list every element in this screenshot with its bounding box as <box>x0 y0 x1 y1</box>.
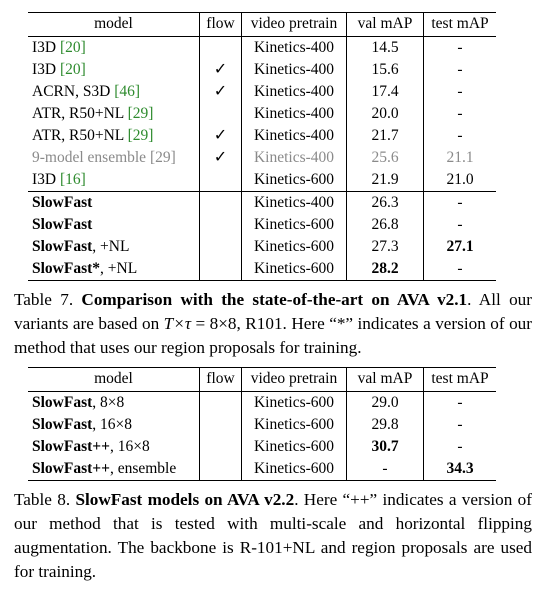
val-map-cell: 21.9 <box>347 169 424 192</box>
model-variant: , 16×8 <box>92 415 133 433</box>
model-cell <box>28 36 200 59</box>
table-row <box>28 391 496 414</box>
model-cell <box>28 81 200 103</box>
model-cell <box>28 214 200 236</box>
val-map-cell-best: 30.7 <box>347 436 424 458</box>
val-map-cell: 21.7 <box>347 125 424 147</box>
model-name: SlowFast <box>32 215 93 233</box>
flow-cell <box>200 36 242 59</box>
citation-link[interactable]: [46] <box>114 82 141 100</box>
model-name: 9-model ensemble <box>32 148 150 166</box>
table-row <box>28 436 496 458</box>
test-map-cell: - <box>457 415 463 433</box>
flow-checkmark-icon: ✓ <box>200 147 242 169</box>
caption-label: Table 7. <box>14 290 82 309</box>
model-name: I3D <box>32 60 60 78</box>
model-name: SlowFast <box>32 237 93 255</box>
flow-cell <box>200 414 242 436</box>
test-map-cell-best: 34.3 <box>424 458 497 481</box>
model-cell <box>28 236 200 258</box>
model-cell <box>28 391 200 414</box>
table-row <box>28 169 496 192</box>
citation-link[interactable]: [16] <box>59 170 86 188</box>
pretrain-cell: Kinetics-600 <box>242 214 347 236</box>
caption-text: . Here “++” indicates a version of our method that is tested with multi-scale and horizontal flipping augmentation. The backbone is R-101+NL and region proposals are used for training. <box>14 490 532 581</box>
table-7-caption <box>14 288 532 360</box>
model-cell <box>28 414 200 436</box>
val-map-cell: 29.8 <box>347 414 424 436</box>
table-row <box>28 36 496 59</box>
val-map-cell-best: 28.2 <box>347 258 424 281</box>
pretrain-cell: Kinetics-600 <box>242 236 347 258</box>
table-row <box>28 81 496 103</box>
model-name: ACRN, S3D <box>32 82 115 100</box>
model-cell <box>28 169 200 192</box>
col-header-video-pretrain: video pretrain <box>242 13 347 37</box>
model-name: SlowFast++ <box>32 459 110 477</box>
test-map-cell: - <box>457 393 463 411</box>
flow-cell <box>200 103 242 125</box>
col-header-model: model <box>28 368 200 392</box>
flow-cell <box>200 436 242 458</box>
val-map-cell: 25.6 <box>347 147 424 169</box>
test-map-cell: - <box>457 82 463 100</box>
caption-title: SlowFast models on AVA v2.2 <box>75 490 295 509</box>
caption-text: . All our variants are based on <box>14 290 532 333</box>
val-map-cell: 26.3 <box>347 191 424 214</box>
model-name: I3D <box>32 38 60 56</box>
table-row <box>28 236 496 258</box>
pretrain-cell: Kinetics-600 <box>242 436 347 458</box>
model-variant: , +NL <box>100 259 138 277</box>
col-header-video-pretrain: video pretrain <box>242 368 347 392</box>
flow-cell <box>200 191 242 214</box>
model-variant: , +NL <box>92 237 130 255</box>
table-7-header-row <box>28 13 496 37</box>
pretrain-cell: Kinetics-600 <box>242 258 347 281</box>
model-cell <box>28 191 200 214</box>
test-map-cell: - <box>457 38 463 56</box>
val-map-cell: - <box>347 458 424 481</box>
table-8-header-row <box>28 368 496 392</box>
test-map-cell: - <box>457 215 463 233</box>
caption-math: T×τ <box>163 314 191 333</box>
col-header-val-map: val mAP <box>347 13 424 37</box>
pretrain-cell: Kinetics-600 <box>242 458 347 481</box>
test-map-cell: 21.0 <box>446 170 474 188</box>
table-row-ensemble <box>28 147 496 169</box>
val-map-cell: 15.6 <box>347 59 424 81</box>
flow-cell <box>200 214 242 236</box>
col-header-test-map: test mAP <box>424 13 497 37</box>
model-name: SlowFast <box>32 393 93 411</box>
val-map-cell: 27.3 <box>347 236 424 258</box>
col-header-flow: flow <box>200 368 242 392</box>
pretrain-cell: Kinetics-400 <box>242 36 347 59</box>
model-cell <box>28 147 200 169</box>
model-variant: , 8×8 <box>92 393 125 411</box>
test-map-cell-best: 27.1 <box>446 237 474 255</box>
model-variant: , 16×8 <box>109 437 150 455</box>
model-name: SlowFast <box>32 415 93 433</box>
model-cell <box>28 258 200 281</box>
caption-label: Table 8. <box>14 490 76 509</box>
model-name: SlowFast++ <box>32 437 110 455</box>
flow-cell <box>200 458 242 481</box>
col-header-flow: flow <box>200 13 242 37</box>
model-cell <box>28 125 200 147</box>
table-row <box>28 103 496 125</box>
pretrain-cell: Kinetics-400 <box>242 125 347 147</box>
citation-link[interactable]: [20] <box>59 60 86 78</box>
model-cell <box>28 458 200 481</box>
table-8 <box>28 367 496 481</box>
table-row <box>28 258 496 281</box>
citation-link[interactable]: [29] <box>149 148 176 166</box>
pretrain-cell: Kinetics-400 <box>242 81 347 103</box>
test-map-cell: - <box>457 126 463 144</box>
val-map-cell: 26.8 <box>347 214 424 236</box>
citation-link[interactable]: [29] <box>127 104 154 122</box>
table-7 <box>28 12 496 281</box>
flow-checkmark-icon: ✓ <box>200 81 242 103</box>
caption-text: = 8×8, R101. Here “*” indicates a version of our method that uses our region proposals for training. <box>14 314 533 357</box>
caption-title: Comparison with the state-of-the-art on AVA v2.1 <box>81 290 468 309</box>
pretrain-cell: Kinetics-400 <box>242 191 347 214</box>
test-map-cell: - <box>424 258 497 281</box>
model-variant: , ensemble <box>109 459 177 477</box>
val-map-cell: 14.5 <box>347 36 424 59</box>
pretrain-cell: Kinetics-400 <box>242 59 347 81</box>
val-map-cell: 17.4 <box>347 81 424 103</box>
test-map-cell: - <box>457 104 463 122</box>
table-8-caption <box>14 488 532 584</box>
model-name: ATR, R50+NL <box>32 126 128 144</box>
table-row <box>28 458 496 481</box>
model-name: SlowFast <box>32 193 93 211</box>
citation-link[interactable]: [29] <box>127 126 154 144</box>
col-header-val-map: val mAP <box>347 368 424 392</box>
flow-cell <box>200 236 242 258</box>
model-name: ATR, R50+NL <box>32 104 128 122</box>
val-map-cell: 29.0 <box>347 391 424 414</box>
pretrain-cell: Kinetics-400 <box>242 103 347 125</box>
col-header-test-map: test mAP <box>424 368 497 392</box>
model-cell <box>28 59 200 81</box>
table-row <box>28 414 496 436</box>
pretrain-cell: Kinetics-400 <box>242 147 347 169</box>
pretrain-cell: Kinetics-600 <box>242 391 347 414</box>
val-map-cell: 20.0 <box>347 103 424 125</box>
flow-cell <box>200 258 242 281</box>
model-name: I3D <box>32 170 60 188</box>
citation-link[interactable]: [20] <box>59 38 86 56</box>
model-cell <box>28 103 200 125</box>
flow-checkmark-icon: ✓ <box>200 125 242 147</box>
test-map-cell: 21.1 <box>446 148 474 166</box>
table-row <box>28 214 496 236</box>
table-row <box>28 59 496 81</box>
test-map-cell: - <box>424 191 497 214</box>
model-cell <box>28 436 200 458</box>
model-name: SlowFast* <box>32 259 101 277</box>
flow-checkmark-icon: ✓ <box>200 59 242 81</box>
test-map-cell: - <box>457 60 463 78</box>
test-map-cell: - <box>457 437 463 455</box>
pretrain-cell: Kinetics-600 <box>242 414 347 436</box>
table-row <box>28 125 496 147</box>
pretrain-cell: Kinetics-600 <box>242 169 347 192</box>
flow-cell <box>200 169 242 192</box>
table-row <box>28 191 496 214</box>
flow-cell <box>200 391 242 414</box>
col-header-model: model <box>28 13 200 37</box>
